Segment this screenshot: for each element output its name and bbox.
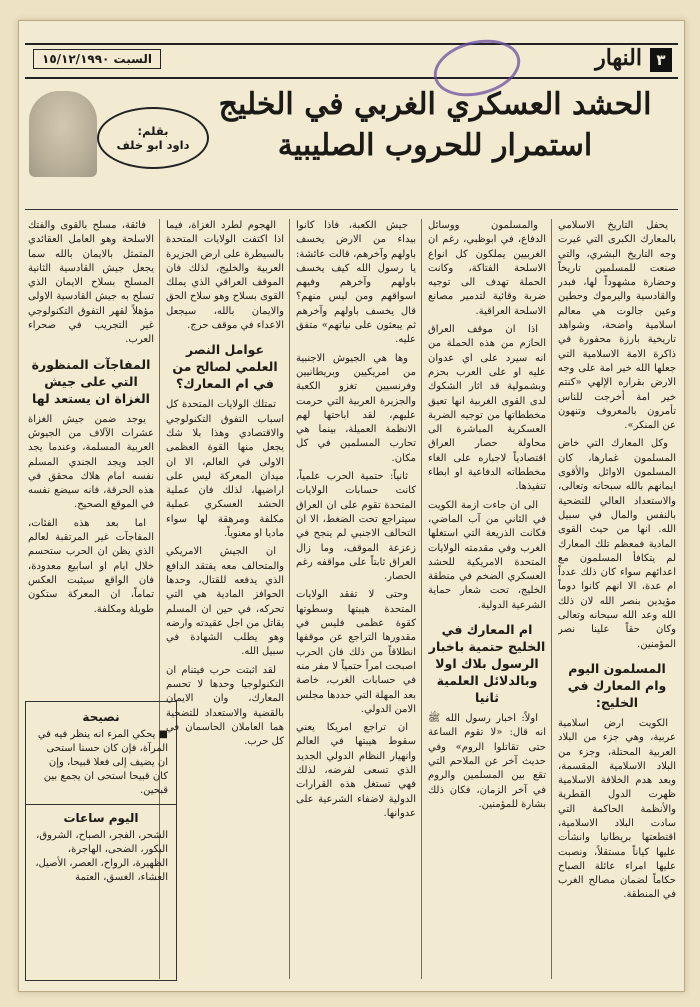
paragraph: تمتلك الولايات المتحدة كل اسباب التفوق التكنولوجي والاقتصادي وهذا بلا شك يجعل منها القوة العظمى الاولى في العالم، الا ان ميدان المعركة ليس على اراضيها، لذلك فان عملية الحشد العسكري عملية مكلفة ومرهقة لها سواء ماديا او معنوياً. [166, 399, 284, 540]
newspaper-page [18, 20, 685, 992]
hours-text: الشحر، الفجر، الصباح، الشروق، البكور، الضحى، الهاجرة، الظهيرة، الرواح، العصر، الأصيل، العشاء، الغسق، العتمة [35, 830, 168, 883]
main-headline [200, 87, 670, 164]
section-heading: عوامل النصر العلمي لصالح من في ام المعارك؟ [172, 342, 278, 392]
paragraph: جيش الكعبة، فاذا كانوا بيداء من الارض يخسف باولهم وآخرهم، قالت عائشة: يا رسول الله كيف يخسف باولهم وآخرهم وفيهم اسواقهم ومن ليس منهم؟ قال يخسف باولهم وآخرهم ثم يبعثون على نياتهم» متفق عليه. [296, 220, 416, 346]
issue-date: السبت ١٥/١٢/١٩٩٠ [33, 49, 161, 69]
paragraph: الهجوم لطرد الغزاة، فيما اذا اكتفت الولايات المتحدة بالسيطرة على ارض الجزيرة العربية والخليج، لذلك فان الموقف العراقي الذي يملك القوى بسلاح وهو سلاح الحق والايمان بالله، سيجعل الاعداء في موقف حرج. [166, 220, 284, 332]
paragraph: الى ان جاءت ازمة الكويت في الثاني من آب الماضي، فكانت الذريعة التي استغلها الغرب وفي مقدمته الولايات المتحدة الامريكية للحشد العسكري الضخم في منطقة الخليج، تحت شعار حماية الشرعية الدولية. [428, 499, 546, 611]
paragraph: اذا ان موقف العراق الحازم من هذه الحملة من انه سيرد على اي عدوان عليه او على العرب بحزم وبشمولية قد اثار الشكوك لدى القوى الغربية انها تعيق مخططاتها من توجيه الضربة العسكرية المباشرة الى محاولة حصار العراق اقتصادياً لاجباره على الغاء مخططاته الدفاعية او ابطاء تنفيذها. [428, 324, 546, 493]
paragraph: وها هي الجيوش الاجنبية من امريكيين وبريطانيين وفرنسيين تغزو الكعبة والجزيرة العربية التي حرمت عليهم، لقد اباحتها لهم الانظمة العميلة، بينما هي تحارب المسلمين في كل مكان. [296, 352, 416, 464]
column-3 [296, 219, 416, 979]
paragraph: وحتى لا تفقد الولايات المتحدة هيبتها وسطوتها كقوة عظمى فليس في مقدورها التراجع عن موقفها انطلاقاً من ذلك فان الحرب اصبحت امراً حتمياً لا مفر منه في حسابات الغرب، خاصة بعد المهلة التي حددها مجلس الامن الدولي. [296, 589, 416, 715]
column-2 [428, 219, 546, 979]
sidebar-box [25, 701, 177, 981]
paragraph: اولاً: اخبار رسول الله ﷺ انه قال: «لا تقوم الساعة حتى تقاتلوا الروم» وفي حديث آخر عن الملاحم التي تقع بين المسلمين والروم في آخر الزمان، فكان ذلك بشارة للمؤمنين. [428, 713, 546, 810]
paragraph: ثانياً: حتمية الحرب علمياً، كانت حسابات الولايات المتحدة تقوم على ان العراق سيتراجع تحت الضغط، الا ان التحالف الاجنبي لم ينجح في زعزعة الموقف، وما زال العراق ثابتاً على مواقفه رغم الحصار. [296, 471, 416, 583]
paper-name: النهار [595, 45, 642, 71]
author-portrait [29, 91, 97, 177]
paragraph: الكويت ارض اسلامية عربية، وهي جزء من البلاد العربية المحتلة، وجزء من البلاد الاسلامية المقسمة، وبعد هدم الخلافة الاسلامية ظهرت الدول القطرية والأنظمة الحاكمة التي سادت البلاد الاسلامية، اقتطعتها بريطانيا وانشأت عليها كياناً مستقلاً، ونصبت عليها امراء عائلة الصباح حكاماً لضمان مصالح الغرب في المنطقة. [558, 717, 676, 901]
paragraph: ان تراجع امريكا يعني سقوط هيبتها في العالم وانهيار النظام الدولي الجديد الذي تسعى لفرضه، لذلك فهي تستغل هذه القرارات الدولية لاضفاء الشرعية على عدوانها. [296, 722, 416, 819]
paragraph: والمسلمون ووسائل الدفاع، في ابوظبي، رغم ان الغربيين يملكون كل انواع الاسلحة الفتاكة، وكانت الحملة تهدف الى توجيه ضربة وقائية لتدمير مصانع الاسلحة العراقية. [428, 220, 546, 317]
header-divider [25, 209, 678, 210]
issue-number: ٣ [650, 48, 672, 72]
column-5 [28, 219, 154, 691]
column-4 [166, 219, 284, 979]
paragraph: يوجد ضمن جيش الغزاة عشرات الآلاف من الجيوش العربية المسلمة، وعندما يجد الجد ويجد الجندي المسلم نفسه امام هلاك محقق في هذه الحرقة، فانه سيضع نفسه في الموقع الصحيح. [28, 413, 154, 511]
paragraph: يحفل التاريخ الاسلامي بالمعارك الكبرى التي غيرت وجه التاريخ البشري، والتي صنعت للمسلمين تاريخاً وحضارة مشهوداً لها، فبدر والقادسية واليرموك وحطين وعين جالوت هي معالم اسلامية واضحة، وشواهد تاريخية بارزة محفورة في ذاكرة الامة الاسلامية التي جعلها الله خير امة على وجه الارض بقراره الإلهي «كنتم خير امة أخرجت للناس تأمرون بالمعروف وتنهون عن المنكر». [558, 220, 676, 432]
headline-line-1: الحشد العسكري الغربي في الخليج [218, 87, 652, 122]
byline-author: داود ابو خلف [116, 138, 190, 152]
paragraph: فائقة، مسلح بالقوى والفتك الاسلحة وهو العامل العقائدي المتمثل بالايمان بالله سما يجعل جيش القادسية الثانية المسلح بسلاح الايمان الذي تسلح به جيش القادسية الاولى مؤهلاً لقهر التفوق التكنولوجي غير التجريب في صحراء العرب. [28, 220, 154, 346]
paragraph: ان الجيش الامريكي والمتحالف معه يفتقد الدافع الذي يدفعه للقتال، وحدها الحوافز المادية هي التي تحركه، في حين ان المسلم يقاتل من اجل عقيدته وارضه وهو يطلب الشهادة في سبيل الله. [166, 546, 284, 658]
hours-title: اليوم ساعات [63, 811, 139, 825]
section-heading: ام المعارك في الخليج حتمية باخبار الرسول بلاك اولا وبالدلائل العلمية ثانيا [428, 622, 546, 706]
column-rule [551, 219, 552, 979]
paragraph: اما بعد هذه الفئات، المفاجآت غير المرتقبة لعالم الذي يظن ان الحرب ستحسم خلال ايام او اسابيع معدودة، فان الواقع سيثبت العكس تماماً، ان المعركة ستكون طويلة ومكلفة. [28, 517, 154, 615]
column-1 [558, 219, 676, 979]
headline-line-2: استمرار للحروب الصليبية [277, 128, 593, 164]
column-rule [421, 219, 422, 979]
masthead [25, 43, 678, 79]
paragraph: وكل المعارك التي خاض المسلمون غمارها، كان المسلمون الاوائل والأقوى ايمانهم بالله سبحانه وتعالى، والاستعداد العالي للتضحية بالنفس والمال في سبيل الله. انها من حيث القوى المادية فمعظم تلك المعارك لم يتكافأ المسلمون مع اعدائهم سواء كان ذلك عدداً ام عدة، الا انهم كانوا دوماً مؤيدين بنصر الله لان ذلك الله وعد الله سبحانه وتعالى وكان حقاً علينا نصر المؤمنين. [558, 438, 676, 650]
paragraph: لقد اثبتت حرب فيتنام ان التكنولوجيا وحدها لا تحسم المعارك، وان الايمان بالقضية والاستعداد للتضحية هما العاملان الحاسمان في كل حرب. [166, 664, 284, 748]
byline [97, 107, 209, 169]
byline-label: بقلم: [137, 124, 169, 138]
section-heading: المفاجآت المنظورة التي على جيش الغزاة ان يستعد لها [31, 356, 151, 406]
box-divider [26, 804, 176, 805]
section-heading: المسلمون اليوم وام المعارك في الخليج: [567, 660, 667, 710]
advice-text: ■ يحكي المرء انه ينظر فيه في المرآة، فإن كان حسنا استحى ان يضيف إلى فعلا قبيحا، وإن كان قبيحا استحى ان يجمع بين قبحين. [37, 729, 168, 796]
advice-title: نصيحة [82, 710, 120, 724]
column-rule [289, 219, 290, 979]
